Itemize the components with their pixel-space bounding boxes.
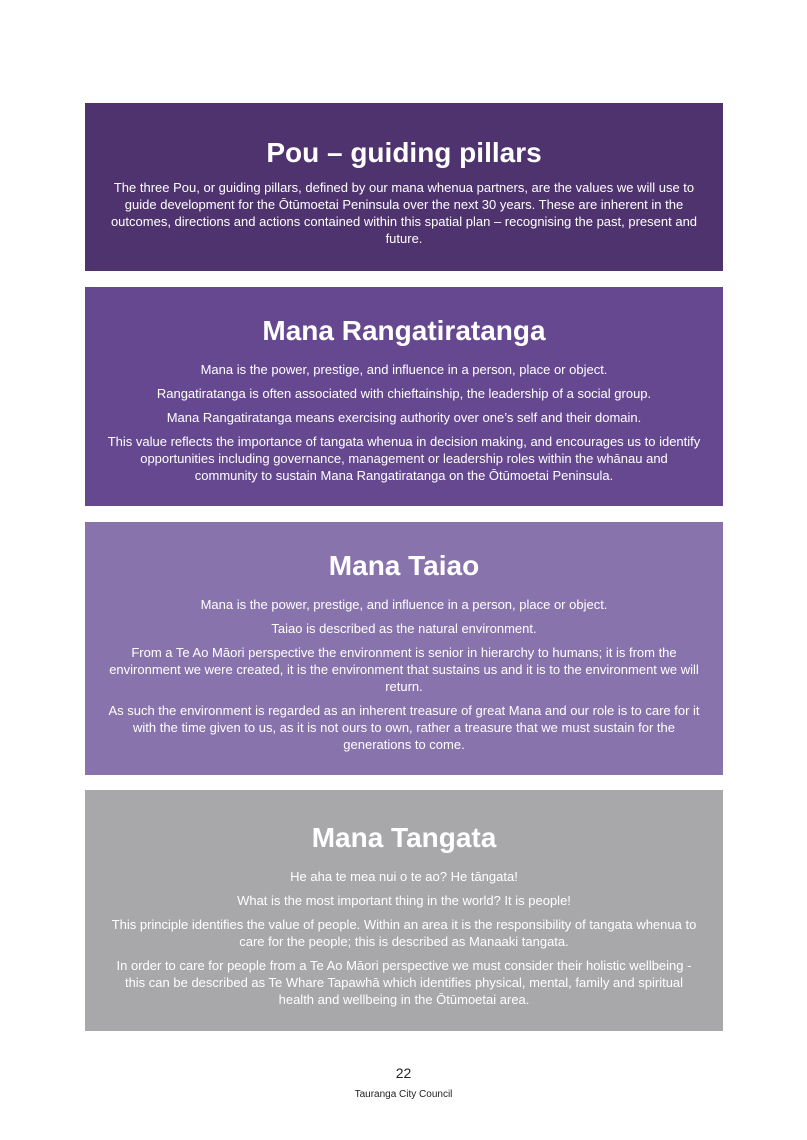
page-number: 22	[395, 1065, 412, 1081]
mana-rangatiratanga-paragraph: Mana Rangatiratanga means exercising authority over one’s self and their domain.	[166, 410, 642, 425]
mana-rangatiratanga-paragraph: This value reflects the importance of tangata whenua in decision making, and encourages us to identify opportunities including governance, management or leadership roles within the whānau and community to sustain Mana Rangatiratanga on the Ōtūmoetai Peninsula.	[107, 434, 701, 483]
mana-rangatiratanga-panel	[85, 287, 723, 506]
mana-rangatiratanga-paragraph: Rangatiratanga is often associated with chieftainship, the leadership of a social group.	[156, 386, 652, 401]
mana-taiao-paragraph: From a Te Ao Māori perspective the environment is senior in hierarchy to humans; it is from the environment we were created, it is the environment that sustains us and it is to the environment we will return.	[109, 645, 699, 694]
mana-tangata-paragraph: What is the most important thing in the world? It is people!	[237, 893, 571, 908]
mana-tangata-panel	[85, 790, 723, 1031]
mana-rangatiratanga-title: Mana Rangatiratanga	[262, 315, 546, 346]
mana-taiao-paragraph: Taiao is described as the natural environment.	[271, 621, 537, 636]
pou-guiding-pillars-title: Pou – guiding pillars	[266, 137, 542, 168]
mana-tangata-paragraph: In order to care for people from a Te Ao Māori perspective we must consider their holistic wellbeing - this can be described as Te Whare Tapawhā which identifies physical, mental, family and spiritual health and wellbeing in the Ōtūmoetai area.	[116, 958, 692, 1007]
mana-tangata-paragraph: This principle identifies the value of people. Within an area it is the responsibility of tangata whenua to care for the people; this is described as Manaaki tangata.	[111, 917, 697, 949]
mana-taiao-title: Mana Taiao	[328, 550, 480, 581]
organization-name: Tauranga City Council	[354, 1089, 453, 1100]
pou-intro-paragraph: The three Pou, or guiding pillars, defined by our mana whenua partners, are the values we will use to guide development for the Ōtūmoetai Peninsula over the next 30 years. These are inherent in the outcomes, directions and actions contained within this spatial plan – recognising the past, present and future.	[110, 180, 698, 246]
mana-taiao-paragraph: Mana is the power, prestige, and influence in a person, place or object.	[200, 597, 608, 612]
mana-taiao-panel	[85, 522, 723, 775]
mana-tangata-paragraph: He aha te mea nui o te ao? He tāngata!	[290, 869, 518, 884]
pou-guiding-pillars-panel	[85, 103, 723, 271]
mana-taiao-paragraph: As such the environment is regarded as an inherent treasure of great Mana and our role is to care for it with the time given to us, as it is not ours to own, rather a treasure that we must sustain for the generations to come.	[108, 703, 700, 752]
mana-tangata-title: Mana Tangata	[311, 822, 497, 853]
mana-rangatiratanga-paragraph: Mana is the power, prestige, and influence in a person, place or object.	[200, 362, 608, 377]
